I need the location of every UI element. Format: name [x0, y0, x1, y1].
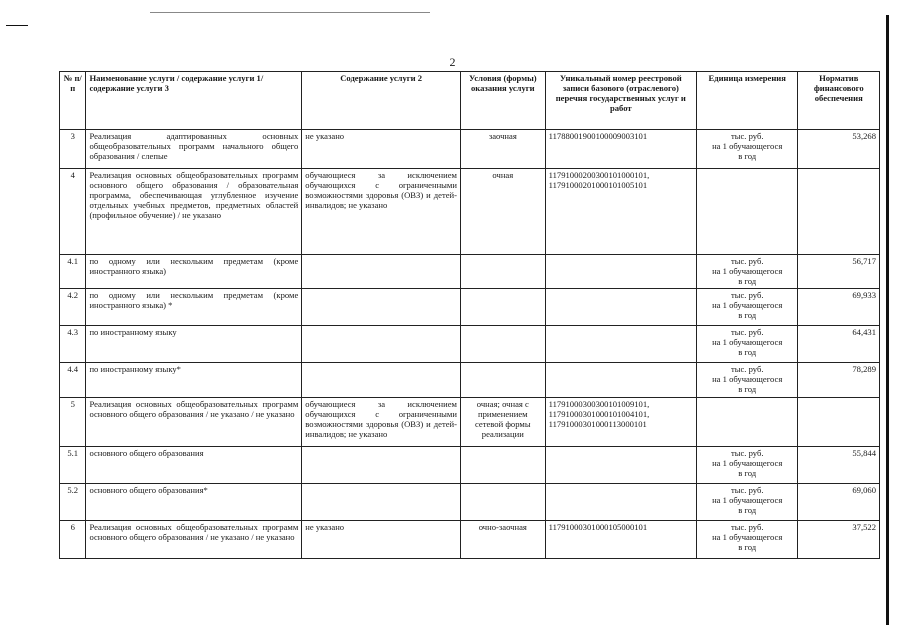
row-num: 4.2: [60, 289, 86, 326]
row-num: 6: [60, 521, 86, 559]
row-content2: обучающиеся за исключением обучающихся с ограниченными возможностями здоровья (ОВЗ) и детей-инвалидов; не указано: [302, 398, 461, 447]
table-row: [60, 326, 880, 363]
header-content2: Содержание услуги 2: [302, 72, 461, 130]
row-name: по иностранному языку: [86, 326, 302, 363]
header-form: Условия (формы) оказания услуги: [460, 72, 545, 130]
row-num: 3: [60, 130, 86, 169]
row-name: Реализация основных общеобразовательных программ основного общего образования / не указано / не указано: [86, 398, 302, 447]
row-unit: тыс. руб. на 1 обучающегося в год: [696, 326, 798, 363]
row-unit: [696, 398, 798, 447]
row-reg-number: [545, 255, 696, 289]
row-unit: тыс. руб. на 1 обучающегося в год: [696, 130, 798, 169]
row-norm: 55,844: [798, 447, 880, 484]
row-unit: [696, 169, 798, 255]
row-form: заочная: [460, 130, 545, 169]
row-reg-number: 11788001900100009003101: [545, 130, 696, 169]
row-name: Реализация основных общеобразовательных программ основного общего образования / не указано / не указано: [86, 521, 302, 559]
row-form: [460, 484, 545, 521]
row-unit: тыс. руб. на 1 обучающегося в год: [696, 447, 798, 484]
row-num: 5: [60, 398, 86, 447]
row-reg-number: 11791000301000105000101: [545, 521, 696, 559]
row-name: по одному или нескольким предметам (кроме иностранного языка) *: [86, 289, 302, 326]
header-reg-number: Уникальный номер реестровой записи базового (отраслевого) перечня государственных услуг и работ: [545, 72, 696, 130]
row-content2: не указано: [302, 521, 461, 559]
row-reg-number: 11791000200300101000101, 11791000201000101005101: [545, 169, 696, 255]
table-row: [60, 130, 880, 169]
table-row: [60, 398, 880, 447]
row-norm: 64,431: [798, 326, 880, 363]
row-unit: тыс. руб. на 1 обучающегося в год: [696, 289, 798, 326]
row-unit: тыс. руб. на 1 обучающегося в год: [696, 255, 798, 289]
table-row: [60, 447, 880, 484]
row-form: очная: [460, 169, 545, 255]
row-norm: [798, 169, 880, 255]
row-reg-number: [545, 363, 696, 398]
row-name: по одному или нескольким предметам (кроме иностранного языка): [86, 255, 302, 289]
row-form: [460, 289, 545, 326]
row-norm: 53,268: [798, 130, 880, 169]
row-unit: тыс. руб. на 1 обучающегося в год: [696, 484, 798, 521]
services-table: [59, 71, 880, 559]
row-form: очная; очная с применением сетевой формы реализации: [460, 398, 545, 447]
row-norm: 56,717: [798, 255, 880, 289]
table-row: [60, 521, 880, 559]
row-norm: [798, 398, 880, 447]
row-content2: [302, 326, 461, 363]
row-form: [460, 447, 545, 484]
row-name: Реализация основных общеобразовательных программ основного общего образования / образовательная программа, обеспечивающая углубленное изучение отдельных учебных предметов, предметных областей (профильное обучение) / не указано: [86, 169, 302, 255]
row-name: основного общего образования: [86, 447, 302, 484]
row-content2: [302, 484, 461, 521]
scan-edge-top: [150, 12, 430, 13]
header-name: Наименование услуги / содержание услуги 1/ содержание услуги 3: [86, 72, 302, 130]
row-form: [460, 326, 545, 363]
table-row: [60, 289, 880, 326]
row-num: 4.1: [60, 255, 86, 289]
table-row: [60, 484, 880, 521]
row-num: 4: [60, 169, 86, 255]
page-number: 2: [449, 55, 456, 69]
scan-edge-top-left: [6, 25, 28, 26]
row-num: 5.1: [60, 447, 86, 484]
row-unit: тыс. руб. на 1 обучающегося в год: [696, 363, 798, 398]
row-reg-number: [545, 289, 696, 326]
row-name: Реализация адаптированных основных общеобразовательных программ начального общего образования / слепые: [86, 130, 302, 169]
row-unit: тыс. руб. на 1 обучающегося в год: [696, 521, 798, 559]
row-reg-number: [545, 484, 696, 521]
row-form: [460, 363, 545, 398]
row-norm: 69,933: [798, 289, 880, 326]
row-reg-number: [545, 326, 696, 363]
row-norm: 37,522: [798, 521, 880, 559]
row-content2: не указано: [302, 130, 461, 169]
row-norm: 69,060: [798, 484, 880, 521]
table-row: [60, 169, 880, 255]
row-content2: [302, 255, 461, 289]
row-content2: [302, 363, 461, 398]
row-reg-number: [545, 447, 696, 484]
row-content2: [302, 447, 461, 484]
row-form: [460, 255, 545, 289]
header-unit: Единица измерения: [696, 72, 798, 130]
row-norm: 78,289: [798, 363, 880, 398]
row-num: 4.3: [60, 326, 86, 363]
row-num: 5.2: [60, 484, 86, 521]
table-row: [60, 255, 880, 289]
row-name: по иностранному языку*: [86, 363, 302, 398]
row-form: очно-заочная: [460, 521, 545, 559]
row-content2: обучающиеся за исключением обучающихся с ограниченными возможностями здоровья (ОВЗ) и детей-инвалидов; не указано: [302, 169, 461, 255]
row-name: основного общего образования*: [86, 484, 302, 521]
header-num: № п/п: [60, 72, 86, 130]
row-reg-number: 11791000300300101009101, 11791000301000101004101, 11791000301000113000101: [545, 398, 696, 447]
scan-edge-right: [886, 15, 889, 625]
header-norm: Норматив финансового обеспечения: [798, 72, 880, 130]
row-num: 4.4: [60, 363, 86, 398]
row-content2: [302, 289, 461, 326]
table-row: [60, 363, 880, 398]
table-header-row: [60, 72, 880, 130]
